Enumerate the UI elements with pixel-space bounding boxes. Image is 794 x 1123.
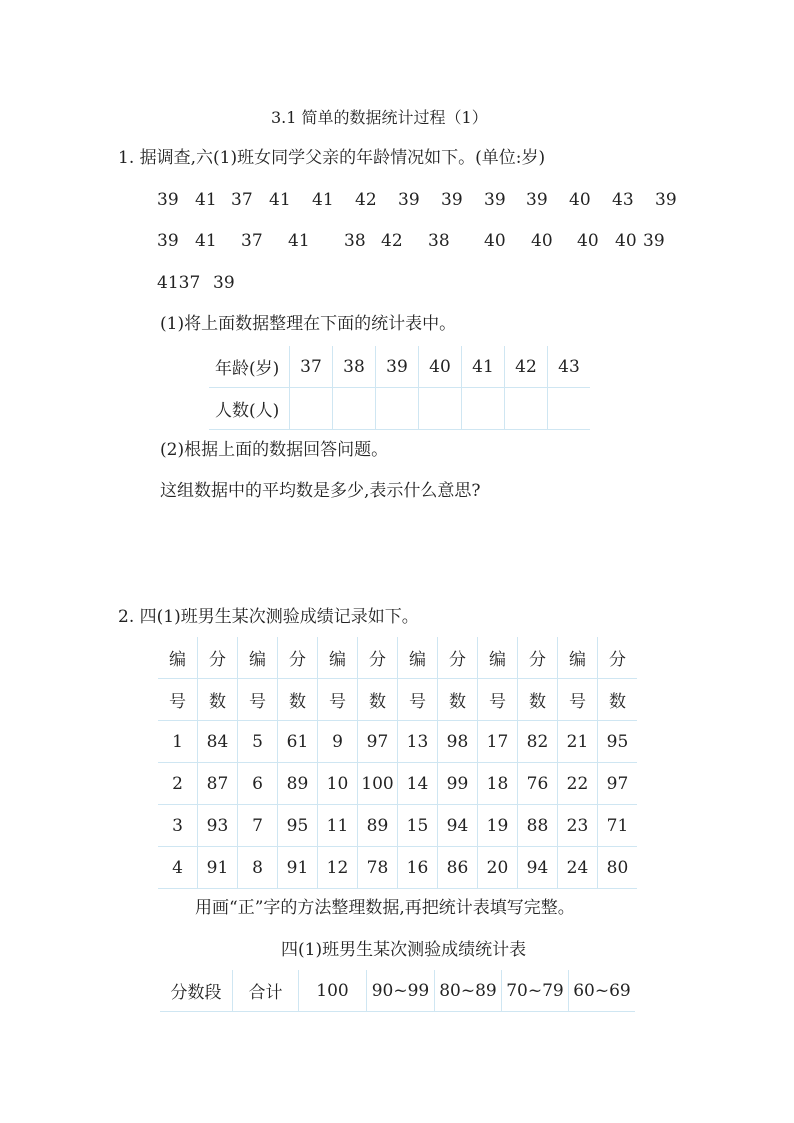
header-cell: 编 [478, 637, 518, 679]
header-cell: 编 [558, 637, 598, 679]
table-cell: 99 [438, 763, 478, 805]
stat-header-cell: 分数段 [160, 970, 233, 1012]
age-cell: 39 [376, 346, 419, 388]
count-blank-cell[interactable] [376, 388, 419, 430]
age-value: 38 [428, 231, 450, 251]
table-cell: 82 [518, 721, 558, 763]
table-cell: 7 [238, 805, 278, 847]
worksheet-title: 3.1 简单的数据统计过程（1） [271, 108, 488, 127]
table-cell: 86 [438, 847, 478, 889]
table-cell: 78 [358, 847, 398, 889]
stat-header-cell: 60~69 [569, 970, 636, 1012]
age-value: 39 [157, 190, 179, 210]
table-cell: 93 [198, 805, 238, 847]
age-value: 39 [398, 190, 420, 210]
header-cell: 号 [398, 679, 438, 721]
table-row [158, 763, 637, 805]
age-cell: 42 [505, 346, 548, 388]
table-cell: 18 [478, 763, 518, 805]
table-cell: 5 [238, 721, 278, 763]
header-cell: 号 [478, 679, 518, 721]
table-cell: 95 [278, 805, 318, 847]
count-row [209, 388, 590, 430]
age-value: 41 [195, 190, 217, 210]
table-cell: 1 [158, 721, 198, 763]
table-cell: 11 [318, 805, 358, 847]
header-cell: 分 [358, 637, 398, 679]
table-cell: 22 [558, 763, 598, 805]
header-row-top [158, 637, 637, 679]
header-cell: 号 [318, 679, 358, 721]
header-cell: 号 [238, 679, 278, 721]
age-cell: 40 [419, 346, 462, 388]
count-blank-cell[interactable] [290, 388, 333, 430]
question-1-part-2: (2)根据上面的数据回答问题。 [160, 440, 389, 460]
age-row [209, 346, 590, 388]
question-1-average: 这组数据中的平均数是多少,表示什么意思? [160, 481, 481, 501]
table-row [158, 805, 637, 847]
stat-header-cell: 80~89 [435, 970, 502, 1012]
question-1-prompt: 1. 据调查,六(1)班女同学父亲的年龄情况如下。(单位:岁) [118, 148, 546, 168]
table-cell: 97 [358, 721, 398, 763]
age-cell: 38 [333, 346, 376, 388]
header-cell: 分 [609, 650, 626, 670]
table-cell: 3 [158, 805, 198, 847]
stat-header-cell: 合计 [233, 970, 299, 1012]
age-value: 37 [241, 231, 263, 251]
header-row-bottom [158, 679, 637, 721]
table-cell: 88 [518, 805, 558, 847]
header-cell: 数 [518, 679, 558, 721]
table-row [158, 721, 637, 763]
header-cell: 数 [278, 679, 318, 721]
header-cell: 分 [438, 637, 478, 679]
question-1-part-1: (1)将上面数据整理在下面的统计表中。 [160, 314, 457, 334]
stat-header-row [160, 970, 635, 1012]
table-cell: 100 [358, 763, 398, 805]
table-cell: 80 [598, 847, 638, 889]
table-cell: 94 [438, 805, 478, 847]
header-cell: 分 [518, 637, 558, 679]
age-cell: 41 [462, 346, 505, 388]
header-cell: 号 [558, 679, 598, 721]
table-cell: 17 [478, 721, 518, 763]
age-cell: 37 [290, 346, 333, 388]
table-cell: 12 [318, 847, 358, 889]
header-cell: 号 [158, 679, 198, 721]
table-cell: 10 [318, 763, 358, 805]
score-stat-table [160, 970, 635, 1012]
stat-header-cell: 70~79 [502, 970, 569, 1012]
table-cell: 23 [558, 805, 598, 847]
table-cell: 91 [278, 847, 318, 889]
stat-table-title: 四(1)班男生某次测验成绩统计表 [281, 940, 527, 960]
question-2-instruction: 用画“正”字的方法整理数据,再把统计表填写完整。 [195, 898, 575, 918]
stat-header-cell: 100 [299, 970, 367, 1012]
count-blank-cell[interactable] [333, 388, 376, 430]
age-value: 41 [269, 190, 291, 210]
table-cell: 2 [158, 763, 198, 805]
table-cell: 97 [598, 763, 638, 805]
table-cell: 87 [198, 763, 238, 805]
age-cell: 43 [548, 346, 591, 388]
table-cell: 13 [398, 721, 438, 763]
age-value: 37 [231, 190, 253, 210]
table-cell: 21 [558, 721, 598, 763]
table-cell: 95 [598, 721, 638, 763]
table-cell: 24 [558, 847, 598, 889]
header-cell: 编 [238, 637, 278, 679]
table-cell: 91 [198, 847, 238, 889]
age-value: 41 [195, 231, 217, 251]
table-cell: 8 [238, 847, 278, 889]
header-cell: 数 [438, 679, 478, 721]
table-row [158, 847, 637, 889]
table-cell: 16 [398, 847, 438, 889]
header-cell: 编 [158, 637, 198, 679]
age-value: 38 [344, 231, 366, 251]
age-value: 39 [655, 190, 677, 210]
count-blank-cell[interactable] [505, 388, 548, 430]
age-value: 39 [157, 231, 179, 251]
header-cell: 数 [598, 679, 638, 721]
age-value: 43 [612, 190, 634, 210]
header-cell: 分 [198, 637, 238, 679]
age-frequency-table [209, 346, 590, 430]
table-cell: 84 [198, 721, 238, 763]
header-cell: 数 [358, 679, 398, 721]
stat-header-cell: 90~99 [367, 970, 435, 1012]
table-cell: 19 [478, 805, 518, 847]
table-cell: 89 [278, 763, 318, 805]
table-cell: 89 [358, 805, 398, 847]
age-value: 39 [643, 231, 665, 251]
age-value: 39 [526, 190, 548, 210]
age-value: 40 [577, 231, 599, 251]
age-value: 39 [484, 190, 506, 210]
age-value: 39 [441, 190, 463, 210]
age-value: 40 [569, 190, 591, 210]
count-blank-cell[interactable] [548, 388, 591, 430]
table-cell: 76 [518, 763, 558, 805]
table-cell: 94 [518, 847, 558, 889]
table-cell: 4 [158, 847, 198, 889]
age-value: 42 [381, 231, 403, 251]
age-value: 40 [531, 231, 553, 251]
table-cell: 6 [238, 763, 278, 805]
age-value: 41 [288, 231, 310, 251]
table-cell: 15 [398, 805, 438, 847]
count-blank-cell[interactable] [419, 388, 462, 430]
row-label-age: 年龄(岁) [209, 346, 290, 388]
score-record-table [158, 637, 637, 889]
age-value: 41 [312, 190, 334, 210]
header-cell: 数 [198, 679, 238, 721]
question-2-prompt: 2. 四(1)班男生某次测验成绩记录如下。 [118, 607, 419, 627]
table-cell: 71 [598, 805, 638, 847]
age-value: 39 [213, 273, 235, 293]
table-cell: 20 [478, 847, 518, 889]
header-cell: 编 [318, 637, 358, 679]
count-blank-cell[interactable] [462, 388, 505, 430]
row-label-count: 人数(人) [209, 388, 290, 430]
header-cell: 编 [398, 637, 438, 679]
age-value: 42 [355, 190, 377, 210]
table-cell: 98 [438, 721, 478, 763]
age-value: 40 [615, 231, 637, 251]
age-value: 4137 [157, 273, 201, 293]
table-cell: 9 [318, 721, 358, 763]
age-value: 40 [484, 231, 506, 251]
table-cell: 14 [398, 763, 438, 805]
table-cell: 61 [278, 721, 318, 763]
header-cell: 分 [278, 637, 318, 679]
